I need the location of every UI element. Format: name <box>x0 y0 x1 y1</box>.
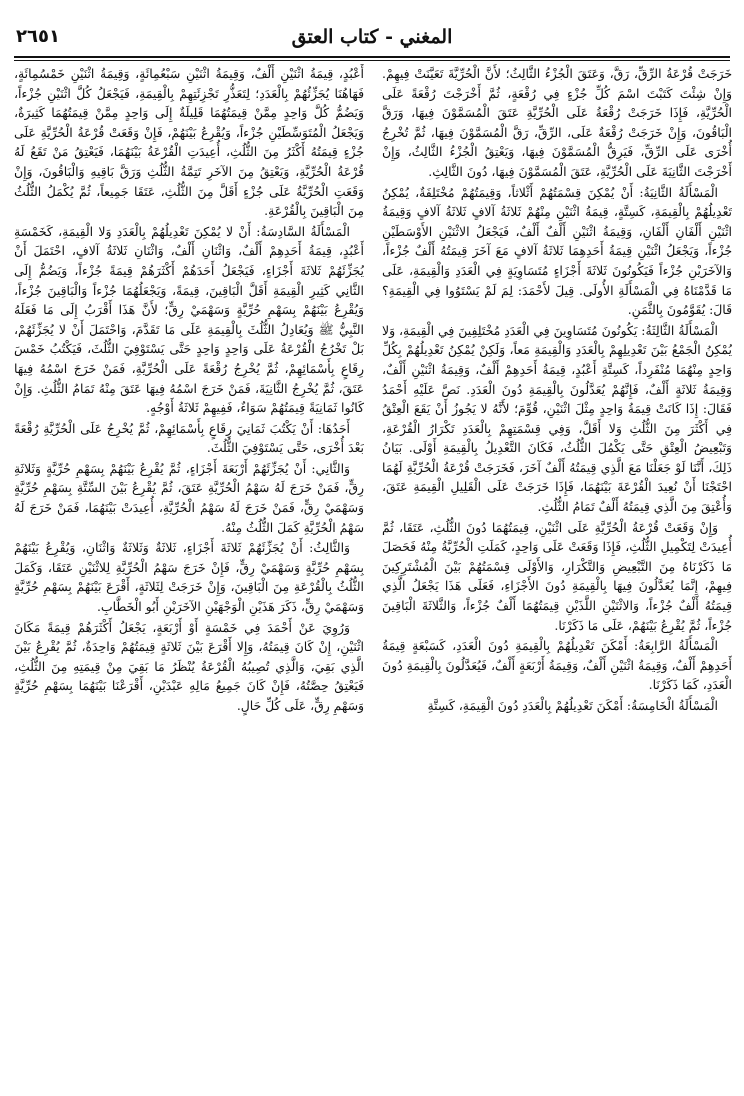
paragraph: وَإِنْ وَقَعَتْ قُرْعَةُ الْحُرِّيَّةِ عَلَى اثْنَيْنِ، قِيمَتُهُمَا دُونَ الثُّلُثِ، عَتَقَا، ثُمَّ أُعِيدَتْ لِتَكْمِيلِ الثُّلُثِ، فَإِذَا وَقَعَتْ عَلَى وَاحِدٍ، كَمَلَتِ الْحُرِّيَّةُ مِنْهُ فَحَصَلَ مَا ذَكَرْنَاهُ مِنَ التَّبْعِيضِ وَالتَّكْرَارِ، وَالأَوْلَى قِسْمَتُهُمْ بَيْنَ الْمُشْتَرِكِينَ فِيهِمْ، إِنَّمَا يُعَدَّلُونَ فِيهَا بِالْقِيمَةِ دُونَ الأَجْزَاءِ، فَعَلَى هَذَا يَجْعَلُ الَّذِي قِيمَتُهُ أَلْفٌ جُزْءاً، وَالاثْنَيْنِ اللَّذَيْنِ قِيمَتُهُمَا أَلْفٌ جُزْءاً، وَالثَّلاثَةَ الْبَاقِينَ جُزْءاً، ثُمَّ يُقْرِعُ بَيْنَهُمْ، عَلَى مَا ذَكَرْنَا. <box>382 519 732 633</box>
paragraph: الْمَسْأَلَةُ الرَّابِعَةُ: أَمْكَنَ تَعْدِيلُهُمْ بِالْقِيمَةِ دُونَ الْعَدَدِ، كَسَبْعَةٍ قِيمَةُ أَحَدِهِمْ أَلْفٌ، وَقِيمَةُ اثْنَيْنِ أَلْفٌ، وَقِيمَةُ أَرْبَعَةٍ أَلْفٌ، فَيُعَدَّلُونَ بِالْقِيمَةِ دُونَ الْعَدَدِ، كَمَا ذَكَرْنَا. <box>382 638 732 693</box>
paragraph: الْمَسْأَلَةُ الْخَامِسَةُ: أَمْكَنَ تَعْدِيلُهُمْ بِالْعَدَدِ دُونَ الْقِيمَةِ، كَسِتَّةِ <box>427 698 718 713</box>
paragraph: وَالثَّالِثُ: أَنْ يُجَزِّئَهُمْ ثَلاثَةَ أَجْزَاءٍ، ثَلاثَةٌ وَثَلاثَةٌ وَاثْنَانِ، وَيُقْرِعُ بَيْنَهُمْ بِسَهْمِ حُرِّيَّةٍ وَسَهْمَيْ رِقٍّ، فَإِنْ خَرَجَ سَهْمُ الْحُرِّيَّةِ لِلاثْنَيْنِ عَتَقَا، وَكَمَلَ الثُّلُثُ بِالْقُرْعَةِ مِنَ الْبَاقِينَ، وَإِنْ خَرَجَتْ لِثَلاثَةٍ، أَقْرَعَ بَيْنَهُمْ بِسَهْمِ حُرِّيَّةٍ وَسَهْمَيْ رِقٍّ، ذَكَرَ هَذَيْنِ الْوَجْهَيْنِ الآخَرَيْنِ أَبُو الْخَطَّابِ. <box>14 540 364 615</box>
header-rule-thin <box>14 60 730 61</box>
right-column <box>382 64 732 1086</box>
paragraph: الْمَسْأَلَةُ الثَّانِيَةُ: أَنْ يُمْكِنَ قِسْمَتُهُمْ أَثْلاثاً، وَقِيمَتُهُمْ مُخْتَلِفَةٌ، يُمْكِنُ تَعْدِيلُهُمْ بِالْقِيمَةِ، كَسِتَّةٍ، قِيمَةُ اثْنَيْنِ مِنْهُمْ ثَلاثَةُ آلافٍ ثَلاثَةُ آلافٍ وَقِيمَةُ اثْنَيْنِ أَلْفَانِ أَلْفَانِ، وَقِيمَةُ اثْنَيْنِ أَلْفٌ أَلْفٌ، فَيَجْعَلُ الاثْنَيْنِ الأَوْسَطَيْنِ جُزْءاً، وَيَجْعَلُ اثْنَيْنِ قِيمَةُ أَحَدِهِمَا ثَلاثَةُ آلافٍ مَعَ آخَرَ قِيمَتُهُ أَلْفٌ جُزْءاً، وَالآخَرَيْنِ جُزْءاً فَيَكُونُونَ ثَلاثَةَ أَجْزَاءٍ مُتَسَاوِيَةٍ فِي الْعَدَدِ وَالْقِيمَةِ، عَلَى مَا قَدَّمْنَاهُ فِي الْمَسْأَلَةِ الأُولَى. قِيلَ لأَحْمَدَ: لِمَ لَمْ يَسْتَوُوا فِي الْقِيمَةِ؟ قَالَ: يُقَوَّمُونَ بِالثَّمَنِ. <box>382 184 732 318</box>
paragraph: أَعْبُدٍ، قِيمَةُ اثْنَيْنِ أَلْفٌ، وَقِيمَةُ اثْنَيْنِ سَبْعُمِائَةٍ، وَقِيمَةُ اثْنَيْنِ خَمْسُمِائَةٍ، فَهَاهُنَا يُجَزِّئُهُمْ بِالْعَدَدِ؛ لِتَعَذُّرِ تَجْزِئَتِهِمْ بِالْقِيمَةِ، فَيَجْعَلُ كُلَّ اثْنَيْنِ جُزْءاً، وَيَضُمُّ كُلَّ وَاحِدٍ مِمَّنْ قِيمَتُهُمَا قَلِيلَةٌ إِلَى وَاحِدٍ مِمَّنْ قِيمَتُهُمَا كَثِيرَةٌ، وَيَجْعَلُ الْمُتَوَسِّطَيْنِ جُزْءاً، وَيُقْرِعُ بَيْنَهُمْ، فَإِنْ وَقَعَتْ قُرْعَةُ الْحُرِّيَّةِ عَلَى جُزْءٍ قِيمَتُهُ أَكْثَرُ مِنَ الثُّلُثِ، أُعِيدَتِ الْقُرْعَةُ بَيْنَهُمَا، فَيَعْتِقُ مَنْ تَقَعُ لَهُ قُرْعَةُ الْحُرِّيَّةِ، وَيَعْتِقُ مِنَ الآخَرِ تَتِمَّةُ الثُّلُثِ وَرَقَّ بَاقِيهِ وَالْبَاقُونَ، وَإِنْ وَقَعَتِ الْحُرِّيَّةُ عَلَى جُزْءٍ أَقَلَّ مِنَ الثُّلُثِ، عَتَقَا جَمِيعاً، ثُمَّ يُكْمَلُ الثُّلُثُ مِنَ الْبَاقِينَ بِالْقُرْعَةِ. <box>14 66 364 219</box>
page-number: ٢٦٥١ <box>16 26 60 47</box>
paragraph: وَرُوِيَ عَنْ أَحْمَدَ فِي خَمْسَةٍ أَوْ أَرْبَعَةٍ، يَجْعَلُ أَكْثَرَهُمْ قِيمَةً مَكَانَ اثْنَيْنِ، إِنْ كَانَ قِيمَتُهُ، وَإِلا أَقْرَعَ بَيْنَ ثَلاثَةٍ قِيمَتُهُمْ وَاحِدَةٌ، ثُمَّ يُقْرِعُ بَيْنَ الَّذِي بَقِيَ، وَالَّذِي تُصِيبُهُ الْقُرْعَةُ يُنْظَرُ مَا بَقِيَ مِنْ قِيمَتِهِ مِنَ الثُّلُثِ، فَيَعْتِقُ حِصَّتُهُ، فَإِنْ كَانَ جَمِيعُ مَالِهِ عَبْدَيْنِ، أَقْرَعْنَا بَيْنَهُمَا بِسَهْمِ حُرِّيَّةٍ وَسَهْمِ رِقٍّ، عَلَى كُلِّ حَالٍ. <box>14 619 364 713</box>
paragraph: الْمَسْأَلَةُ السَّادِسَةُ: أَنْ لا يُمْكِنَ تَعْدِيلُهُمْ بِالْعَدَدِ وَلا الْقِيمَةِ، كَخَمْسَةِ أَعْبُدٍ، قِيمَةُ أَحَدِهِمْ أَلْفٌ، وَاثْنَانِ أَلْفٌ، وَاثْنَانِ ثَلاثَةُ آلافٍ، احْتَمَلَ أَنْ يُجَزِّئَهُمْ ثَلاثَةَ أَجْزَاءٍ، فَيَجْعَلُ أَحَدَهُمْ أَكْثَرَهُمْ قِيمَةً جُزْءاً، وَيَضُمُّ إِلَى الثَّانِي كَثِيرِ الْقِيمَةِ أَقَلَّ الْبَاقِينَ، قِيمَةً، وَيَجْعَلُهُمَا جُزْءاً وَالْبَاقِينَ جُزْءاً، وَيُقْرِعُ بَيْنَهُمْ بِسَهْمِ حُرِّيَّةٍ وَسَهْمَيْ رِقٍّ؛ لأَنَّ هَذَا أَقْرَبُ إِلَى مَا فَعَلَهُ النَّبِيُّ ﷺ وَيُعَادِلُ الثُّلُثَ بِالْقِيمَةِ عَلَى مَا تَقَدَّمَ، وَاحْتَمَلَ أَنْ لا يُجَزِّئَهُمْ، بَلْ تَخْرُجُ الْقُرْعَةُ عَلَى وَاحِدٍ وَاحِدٍ حَتَّى يَسْتَوْفِيَ الثُّلُثَ، فَيَكْتُبُ خَمْسَ رِقَاعٍ بِأَسْمَائِهِمْ، ثُمَّ يُخْرِجُ رُقْعَةً عَلَى الْحُرِّيَّةِ، فَمَنْ خَرَجَ اسْمُهُ فِيهَا عَتَقَ، ثُمَّ يُخْرِجُ الثَّانِيَةَ، فَمَنْ خَرَجَ اسْمُهُ فِيهَا عَتَقَ مِنْهُ تَمَامُ الثُّلُثِ. وَإِنْ كَانُوا ثَمَانِيَةً قِيمَتُهُمْ سَوَاءٌ، فَفِيهِمْ ثَلاثَةُ أَوْجُهٍ. <box>14 223 364 416</box>
paragraph: وَالثَّانِي: أَنْ يُجَزِّئَهُمْ أَرْبَعَةَ أَجْزَاءٍ، ثُمَّ يُقْرِعُ بَيْنَهُمْ بِسَهْمِ حُرِّيَّةٍ وَثَلاثَةِ رِقٍّ، فَمَنْ خَرَجَ لَهُ سَهْمُ الْحُرِّيَّةِ عَتَقَ، ثُمَّ يُقْرِعُ بَيْنَ السِّتَّةِ بِسَهْمِ حُرِّيَّةٍ وَسَهْمَيْ رِقٍّ، فَمَنْ خَرَجَ لَهُ سَهْمُ الْحُرِّيَّةِ، أُعِيدَتْ بَيْنَهُمَا، فَمَنْ خَرَجَ لَهُ سَهْمُ الْحُرِّيَّةِ كَمَلَ الثُّلُثُ مِنْهُ. <box>14 460 364 535</box>
left-column <box>14 64 364 1086</box>
header-rule <box>14 56 730 58</box>
paragraph: خَرَجَتْ قُرْعَةُ الرِّقِّ، رَقَّ، وَعَتَقَ الْجُزْءُ الثَّالِثُ؛ لأَنَّ الْحُرِّيَّةَ تَعَيَّنَتْ فِيهِمْ. وَإِنْ شِئْتَ كَتَبْتَ اسْمَ كُلِّ جُزْءٍ فِي رُقْعَةٍ، ثُمَّ أَخْرَجْتَ رُقْعَةً عَلَى الْحُرِّيَّةِ، فَإِذَا خَرَجَتْ رُقْعَةُ عَلَى الْحُرِّيَّةِ عَتَقَ الْمُسَمَّوْنَ فِيهَا، وَرَقَّ الْبَاقُونَ، وَإِنْ خَرَجَتْ رُقْعَةٌ عَلَى، الرِّقِّ، رَقَّ الْمُسَمَّوْنَ فِيهَا، ثُمَّ تُخْرِجُ أُخْرَى عَلَى الرِّقِّ، فَيَرِقُّ الْمُسَمَّوْنَ فِيهَا، وَيَعْتِقُ الْجُزْءُ الثَّالِثُ، وَإِنْ أَخْرَجْتَ الثَّانِيَةَ عَلَى الْحُرِّيَّةِ، عَتَقَ الْمُسَمَّوْنَ فِيهَا، دُونَ الثَّالِثِ. <box>382 66 732 179</box>
paragraph: أَحَدُهَا: أَنْ يَكْتُبَ ثَمَانِيَ رِقَاعٍ بِأَسْمَائِهِمْ، ثُمَّ يُخْرِجُ عَلَى الْحُرِّيَّةِ رُقْعَةً بَعْدَ أُخْرَى، حَتَّى يَسْتَوْفِيَ الثُّلُثَ. <box>14 420 364 456</box>
running-title: المغني - كتاب العتق <box>291 26 453 48</box>
paragraph: الْمَسْأَلَةُ الثَّالِثَةُ: يَكُونُونَ مُتَسَاوِينَ فِي الْعَدَدِ مُخْتَلِفِينَ فِي الْقِيمَةِ، وَلا يُمْكِنُ الْجَمْعُ بَيْنَ تَعْدِيلِهِمْ بِالْعَدَدِ وَالْقِيمَةِ مَعاً، وَلَكِنْ يُمْكِنُ تَعْدِيلُهُمْ بِكُلِّ وَاحِدٍ مِنْهُمَا مُنْفَرِداً، كَسِتَّةِ أَعْبُدٍ، قِيمَةُ أَحَدِهِمْ أَلْفٌ، وَقِيمَةُ اثْنَيْنِ أَلْفٌ، وَقِيمَةُ ثَلاثَةٍ أَلْفٌ، فَإِنَّهُمْ يُعَدَّلُونَ بِالْقِيمَةِ دُونَ الْعَدَدِ. نَصَّ عَلَيْهِ أَحْمَدُ فَقَالَ: إِذَا كَانَتْ قِيمَةُ وَاحِدٍ مِثْلَ اثْنَيْنِ، قُوِّمَ؛ لأَنَّهُ لا يَجُوزُ أَنْ يَقَعَ الْعِتْقُ فِي أَكْثَرَ مِنَ الثُّلُثِ وَلا أَقَلَّ، وَفِي قِسْمَتِهِمْ بِالْعَدَدِ تَكْرَارُ الْقُرْعَةِ، وَتَبْعِيضُ الْعِتْقِ حَتَّى يَكْمُلَ الثُّلُثُ، فَكَانَ التَّعْدِيلُ بِالْقِيمَةِ أَوْلَى. بَيَانُ ذَلِكَ، أَنَّنَا لَوْ جَعَلْنَا مَعَ الَّذِي قِيمَتُهُ أَلْفٌ آخَرَ، فَخَرَجَتْ قُرْعَةُ الْحُرِّيَّةِ لَهُمَا احْتَجْنَا أَنْ نُعِيدَ الْقُرْعَةَ بَيْنَهُمَا، فَإِذَا خَرَجَتْ عَلَى الْقَلِيلِ الْقِيمَةِ عَتَقَ، وَأُعْتِقَ مِنَ الَّذِي قِيمَتُهُ أَلْفٌ تَمَامُ الثُّلُثِ. <box>382 322 732 515</box>
page-header <box>14 10 730 60</box>
